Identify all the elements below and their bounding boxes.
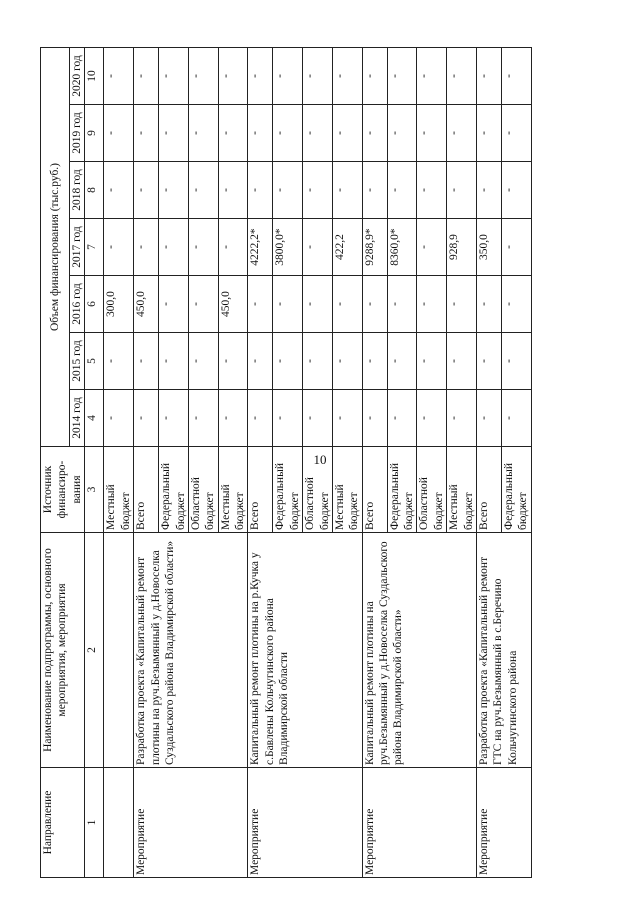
amount-cell: - — [104, 219, 134, 276]
funding-source-cell: Федеральный бюджет — [387, 447, 417, 533]
amount-cell: - — [332, 333, 362, 390]
amount-cell: - — [188, 390, 218, 447]
amount-cell: - — [476, 162, 501, 219]
amount-cell: - — [387, 276, 417, 333]
amount-cell: - — [417, 333, 447, 390]
amount-cell: - — [303, 276, 333, 333]
amount-cell: - — [501, 333, 531, 390]
column-number: 3 — [85, 447, 104, 533]
amount-cell: - — [159, 105, 189, 162]
amount-cell: - — [134, 219, 159, 276]
column-number: 4 — [85, 390, 104, 447]
table-row — [476, 48, 501, 878]
amount-cell: 450,0 — [134, 276, 159, 333]
amount-cell: - — [447, 48, 477, 105]
amount-cell: - — [188, 105, 218, 162]
funding-source-cell: Местный бюджет — [218, 447, 248, 533]
amount-cell: - — [476, 105, 501, 162]
funding-source-cell: Местный бюджет — [447, 447, 477, 533]
table-row — [362, 48, 387, 878]
amount-cell: - — [303, 162, 333, 219]
amount-cell: - — [218, 333, 248, 390]
funding-source-cell: Местный бюджет — [332, 447, 362, 533]
amount-cell: - — [501, 219, 531, 276]
amount-cell: - — [501, 105, 531, 162]
amount-cell: - — [188, 48, 218, 105]
amount-cell: - — [159, 276, 189, 333]
amount-cell: - — [501, 276, 531, 333]
amount-cell: - — [188, 333, 218, 390]
column-number: 9 — [85, 105, 104, 162]
column-number: 10 — [85, 48, 104, 105]
column-number: 1 — [85, 768, 104, 878]
amount-cell: - — [362, 162, 387, 219]
amount-cell: - — [303, 390, 333, 447]
header-year: 2017 год — [70, 219, 85, 276]
header-year: 2016 год — [70, 276, 85, 333]
amount-cell: 300,0 — [104, 276, 134, 333]
amount-cell: - — [447, 390, 477, 447]
header-source: Источник финансиро-вания — [41, 447, 85, 533]
amount-cell: - — [218, 390, 248, 447]
amount-cell: - — [248, 105, 273, 162]
amount-cell: - — [447, 333, 477, 390]
amount-cell: - — [273, 105, 303, 162]
amount-cell: - — [188, 219, 218, 276]
page-number: 10 — [313, 452, 327, 467]
amount-cell: - — [104, 162, 134, 219]
rotated-table-area — [40, 48, 600, 878]
measure-name-cell: Капитальный ремонт плотины на руч.Безымянный у д.Новоселка Суздальского района Владимирской области» — [362, 533, 476, 768]
table-row — [104, 48, 134, 878]
direction-cell: Мероприятие — [476, 768, 531, 878]
direction-cell: Мероприятие — [362, 768, 476, 878]
amount-cell: - — [417, 219, 447, 276]
amount-cell: 4222,2* — [248, 219, 273, 276]
amount-cell: - — [104, 48, 134, 105]
amount-cell: - — [501, 48, 531, 105]
funding-source-cell: Всего — [362, 447, 387, 533]
funding-source-cell: Федеральный бюджет — [501, 447, 531, 533]
measure-name-cell: Разработка проекта «Капитальный ремонт ГТС на руч.Безымянный в с.Беречино Кольчугинского района — [476, 533, 531, 768]
amount-cell: - — [447, 162, 477, 219]
funding-source-cell: Федеральный бюджет — [159, 447, 189, 533]
amount-cell: - — [248, 333, 273, 390]
amount-cell: - — [218, 162, 248, 219]
header-year: 2014 год — [70, 390, 85, 447]
amount-cell: - — [134, 48, 159, 105]
amount-cell: 422,2 — [332, 219, 362, 276]
amount-cell: - — [476, 390, 501, 447]
header-year: 2018 год — [70, 162, 85, 219]
measure-name-cell: Разработка проекта «Капитальный ремонт плотины на руч.Безымянный у д.Новоселка Суздальского района Владимирской области» — [134, 533, 248, 768]
amount-cell: - — [104, 105, 134, 162]
amount-cell: - — [248, 162, 273, 219]
amount-cell: - — [417, 162, 447, 219]
amount-cell: - — [447, 276, 477, 333]
amount-cell: - — [159, 162, 189, 219]
funding-source-cell: Всего — [248, 447, 273, 533]
amount-cell: - — [159, 390, 189, 447]
funding-source-cell: Областной бюджет — [188, 447, 218, 533]
amount-cell: - — [476, 48, 501, 105]
amount-cell: - — [447, 105, 477, 162]
amount-cell: - — [188, 276, 218, 333]
header-direction: Направление — [41, 768, 85, 878]
amount-cell: - — [134, 333, 159, 390]
table-row — [134, 48, 159, 878]
amount-cell: - — [218, 105, 248, 162]
header-year: 2020 год — [70, 48, 85, 105]
column-number: 6 — [85, 276, 104, 333]
amount-cell: - — [273, 276, 303, 333]
funding-table — [40, 47, 532, 878]
amount-cell: - — [218, 48, 248, 105]
amount-cell: - — [362, 276, 387, 333]
funding-source-cell: Местный бюджет — [104, 447, 134, 533]
amount-cell: - — [476, 333, 501, 390]
amount-cell: - — [332, 276, 362, 333]
amount-cell: - — [303, 48, 333, 105]
amount-cell: - — [303, 105, 333, 162]
amount-cell: - — [273, 333, 303, 390]
amount-cell: - — [134, 105, 159, 162]
measure-name-cell — [104, 533, 134, 768]
amount-cell: - — [387, 48, 417, 105]
amount-cell: - — [248, 276, 273, 333]
header-year: 2015 год — [70, 333, 85, 390]
amount-cell: - — [134, 162, 159, 219]
column-number: 8 — [85, 162, 104, 219]
amount-cell: - — [273, 48, 303, 105]
amount-cell: - — [417, 105, 447, 162]
amount-cell: 350,0 — [476, 219, 501, 276]
column-number: 7 — [85, 219, 104, 276]
table-body — [104, 48, 531, 878]
measure-name-cell: Капитальный ремонт плотины на р.Кучка у с.Бавлены Кольчугинского района Владимирской области — [248, 533, 362, 768]
amount-cell: 8360,0* — [387, 219, 417, 276]
funding-source-cell: Областной бюджет — [303, 447, 333, 533]
funding-source-cell: Всего — [476, 447, 501, 533]
amount-cell: - — [159, 48, 189, 105]
amount-cell: - — [188, 162, 218, 219]
column-number: 2 — [85, 533, 104, 768]
amount-cell: - — [417, 276, 447, 333]
amount-cell: - — [387, 105, 417, 162]
amount-cell: 9288,9* — [362, 219, 387, 276]
amount-cell: - — [273, 162, 303, 219]
column-number: 5 — [85, 333, 104, 390]
amount-cell: 928,9 — [447, 219, 477, 276]
funding-source-cell: Федеральный бюджет — [273, 447, 303, 533]
amount-cell: - — [248, 390, 273, 447]
amount-cell: - — [332, 162, 362, 219]
amount-cell: - — [387, 162, 417, 219]
rotated-page — [40, 48, 600, 878]
amount-cell: - — [104, 390, 134, 447]
amount-cell: - — [387, 390, 417, 447]
header-funding: Объем финансирования (тыс.руб.) — [41, 48, 70, 447]
direction-cell — [104, 768, 134, 878]
direction-cell: Мероприятие — [134, 768, 248, 878]
amount-cell: - — [362, 105, 387, 162]
amount-cell: - — [387, 333, 417, 390]
amount-cell: 3800,0* — [273, 219, 303, 276]
amount-cell: - — [104, 333, 134, 390]
table-header — [41, 48, 104, 878]
amount-cell: - — [501, 390, 531, 447]
table-row — [248, 48, 273, 878]
amount-cell: - — [332, 390, 362, 447]
amount-cell: - — [362, 333, 387, 390]
amount-cell: - — [218, 219, 248, 276]
amount-cell: - — [362, 390, 387, 447]
amount-cell: - — [332, 48, 362, 105]
amount-cell: - — [159, 219, 189, 276]
amount-cell: - — [362, 48, 387, 105]
amount-cell: - — [417, 390, 447, 447]
header-year: 2019 год — [70, 105, 85, 162]
amount-cell: - — [159, 333, 189, 390]
amount-cell: - — [248, 48, 273, 105]
amount-cell: - — [501, 162, 531, 219]
amount-cell: - — [417, 48, 447, 105]
direction-cell: Мероприятие — [248, 768, 362, 878]
header-name: Наименование подпрограммы, основного мероприятия, мероприятия — [41, 533, 85, 768]
amount-cell: - — [303, 219, 333, 276]
amount-cell: - — [476, 276, 501, 333]
amount-cell: - — [332, 105, 362, 162]
funding-source-cell: Всего — [134, 447, 159, 533]
amount-cell: - — [134, 390, 159, 447]
amount-cell: - — [273, 390, 303, 447]
amount-cell: - — [303, 333, 333, 390]
funding-source-cell: Областной бюджет — [417, 447, 447, 533]
amount-cell: 450,0 — [218, 276, 248, 333]
column-number-row — [85, 48, 104, 878]
